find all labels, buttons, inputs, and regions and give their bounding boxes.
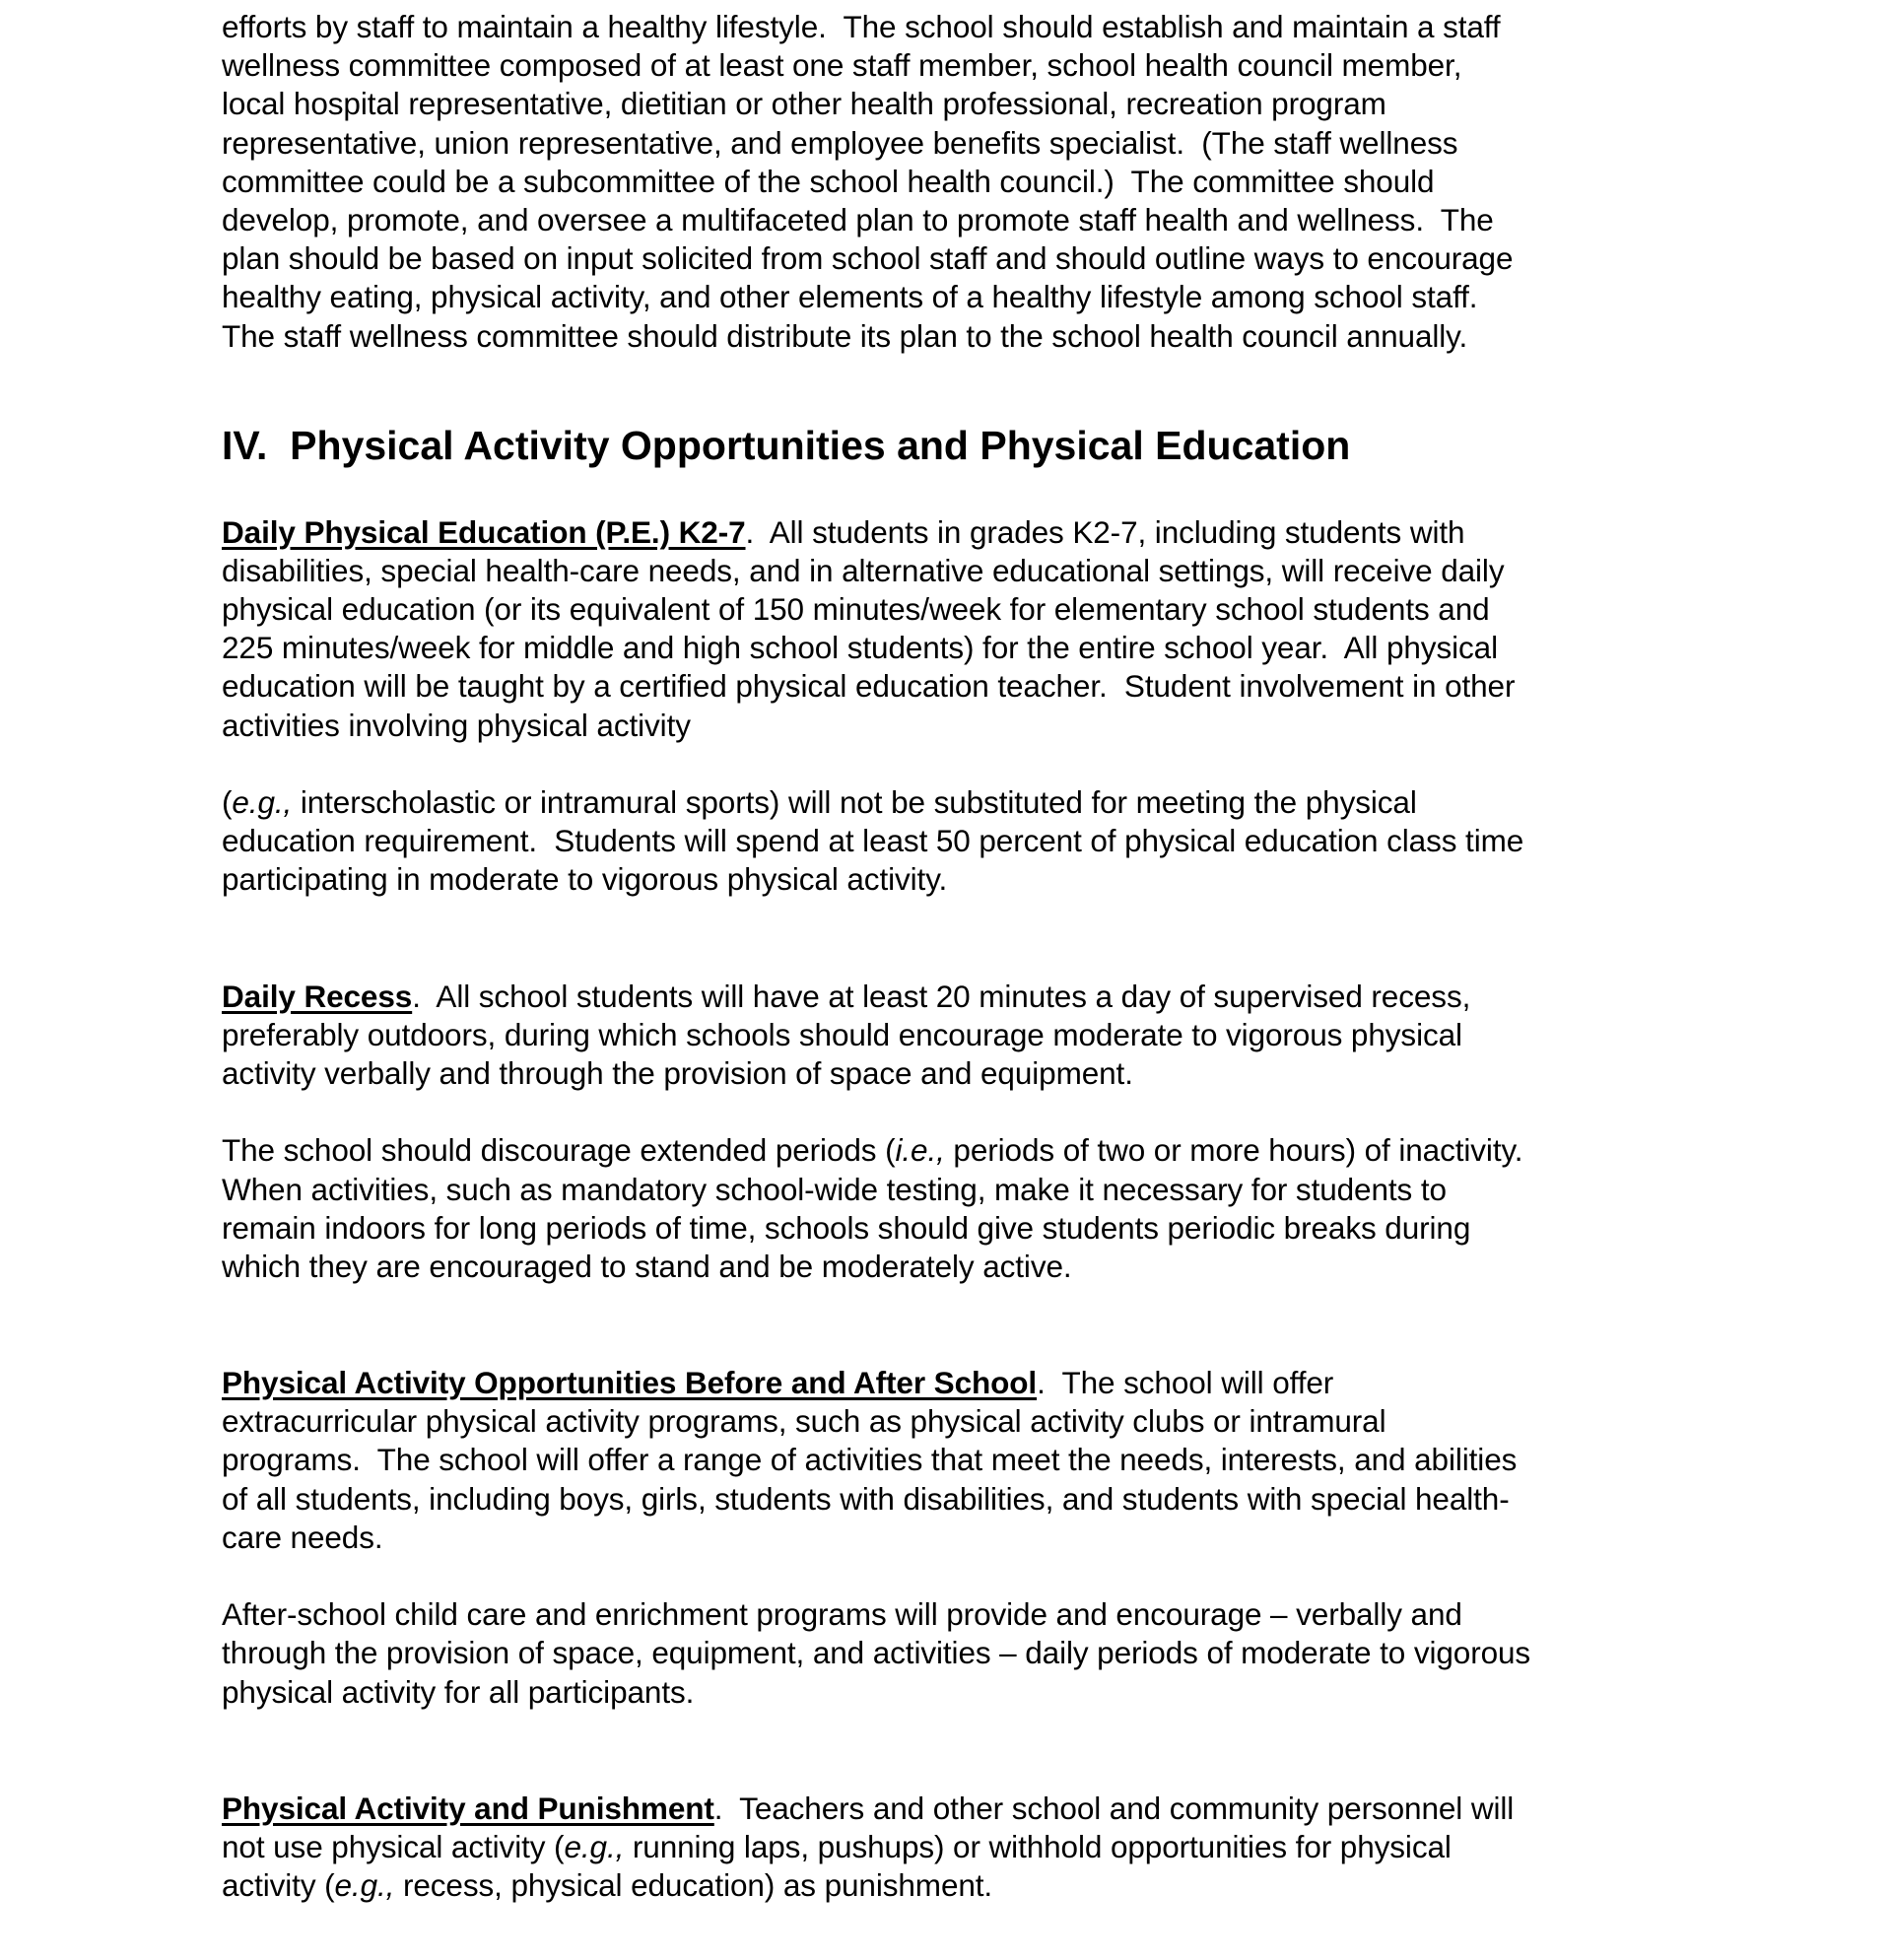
after-school-programs-paragraph [222, 1595, 1700, 1712]
text-line [222, 1790, 1700, 1828]
text-line [222, 1866, 1700, 1905]
text-line: physical activity for all participants. [222, 1673, 695, 1710]
text-run: interscholastic or intramural sports) will not be substituted for meeting the physical [292, 784, 1417, 820]
text-line: care needs. [222, 1519, 383, 1555]
text-line: through the provision of space, equipment, and activities – daily periods of moderate to vigorous [222, 1635, 1531, 1671]
daily-pe-continuation-paragraph [222, 783, 1700, 900]
text-line: extracurricular physical activity programs, such as physical activity clubs or intramural [222, 1403, 1386, 1440]
paragraph-gap [222, 1557, 1700, 1595]
text-line: representative, union representative, and employee benefits specialist. (The staff wellness [222, 124, 1458, 161]
before-after-school-paragraph [222, 1364, 1700, 1557]
text-run: ( [222, 784, 233, 820]
paragraph-gap [222, 1712, 1700, 1790]
text-line: develop, promote, and oversee a multifaceted plan to promote staff health and wellness. The [222, 201, 1494, 237]
text-run: . All students in grades K2-7, including students with [745, 513, 1465, 550]
text-line: education requirement. Students will spend at least 50 percent of physical education class time [222, 823, 1524, 859]
italic-run: e.g., [232, 784, 293, 820]
section-number: IV. [222, 422, 268, 468]
text-run: . Teachers and other school and community personnel will [713, 1790, 1515, 1826]
daily-pe-paragraph [222, 513, 1700, 745]
daily-recess-subheading: Daily Recess [222, 978, 413, 1014]
text-line: wellness committee composed of at least one staff member, school health council member, [222, 47, 1462, 84]
paragraph-gap [222, 1286, 1700, 1364]
text-run: activity ( [222, 1867, 335, 1904]
text-line: 225 minutes/week for middle and high school students) for the entire school year. All physical [222, 630, 1498, 666]
text-run: periods of two or more hours) of inactivity. [944, 1132, 1523, 1169]
text-line: preferably outdoors, during which schools should encourage moderate to vigorous physical [222, 1016, 1462, 1052]
text-line: plan should be based on input solicited from school staff and should outline ways to encourage [222, 240, 1514, 277]
text-line: efforts by staff to maintain a healthy lifestyle. The school should establish and maintain a staff [222, 9, 1501, 44]
text-run: . The school will offer [1037, 1365, 1334, 1401]
inactivity-paragraph [222, 1131, 1700, 1286]
punishment-subheading: Physical Activity and Punishment [222, 1790, 714, 1826]
text-line: programs. The school will offer a range of activities that meet the needs, interests, and abilities [222, 1442, 1518, 1478]
paragraph-gap [222, 1093, 1700, 1131]
text-line: participating in moderate to vigorous physical activity. [222, 861, 948, 898]
text-line [222, 513, 1700, 552]
text-line: When activities, such as mandatory school-wide testing, make it necessary for students to [222, 1171, 1447, 1207]
paragraph-gap [222, 745, 1700, 783]
italic-run: e.g., [334, 1867, 395, 1904]
text-run: recess, physical education) as punishment. [394, 1867, 993, 1904]
italic-run: e.g., [564, 1828, 625, 1864]
before-after-school-subheading: Physical Activity Opportunities Before and After School [222, 1365, 1038, 1401]
punishment-paragraph [222, 1790, 1700, 1906]
text-line: physical education (or its equivalent of 150 minutes/week for elementary school students and [222, 591, 1490, 628]
section-title: Physical Activity Opportunities and Physical Education [290, 422, 1351, 468]
text-run: The school should discourage extended periods ( [222, 1132, 896, 1169]
text-run: running laps, pushups) or withhold opportunities for physical [624, 1828, 1452, 1864]
text-line: of all students, including boys, girls, students with disabilities, and students with special health- [222, 1480, 1510, 1517]
daily-recess-paragraph [222, 978, 1700, 1094]
italic-run: i.e., [895, 1132, 945, 1169]
text-line: education will be taught by a certified physical education teacher. Student involvement in other [222, 668, 1516, 705]
text-line: remain indoors for long periods of time, schools should give students periodic breaks during [222, 1209, 1471, 1246]
text-line: which they are encouraged to stand and be moderately active. [222, 1248, 1072, 1284]
document-page [222, 8, 1700, 1905]
text-line: disabilities, special health-care needs, and in alternative educational settings, will receive daily [222, 552, 1505, 588]
text-line: activities involving physical activity [222, 707, 691, 743]
text-run: not use physical activity ( [222, 1828, 565, 1864]
text-line: The staff wellness committee should distribute its plan to the school health council annually. [222, 317, 1468, 354]
text-line [222, 1828, 1700, 1866]
section-heading [222, 421, 1700, 470]
text-line: local hospital representative, dietitian or other health professional, recreation program [222, 86, 1386, 122]
text-line [222, 1364, 1700, 1402]
text-run: . All school students will have at least 20 minutes a day of supervised recess, [412, 978, 1471, 1014]
paragraph-gap [222, 900, 1700, 978]
text-line: activity verbally and through the provision of space and equipment. [222, 1054, 1133, 1091]
text-line [222, 1131, 1700, 1170]
staff-wellness-paragraph [222, 8, 1700, 356]
daily-pe-subheading: Daily Physical Education (P.E.) K2-7 [222, 513, 746, 550]
text-line [222, 978, 1700, 1016]
text-line: healthy eating, physical activity, and other elements of a healthy lifestyle among school staff. [222, 279, 1478, 315]
text-line: committee could be a subcommittee of the school health council.) The committee should [222, 163, 1435, 199]
text-line: After-school child care and enrichment programs will provide and encourage – verbally and [222, 1596, 1462, 1633]
text-line [222, 783, 1700, 822]
